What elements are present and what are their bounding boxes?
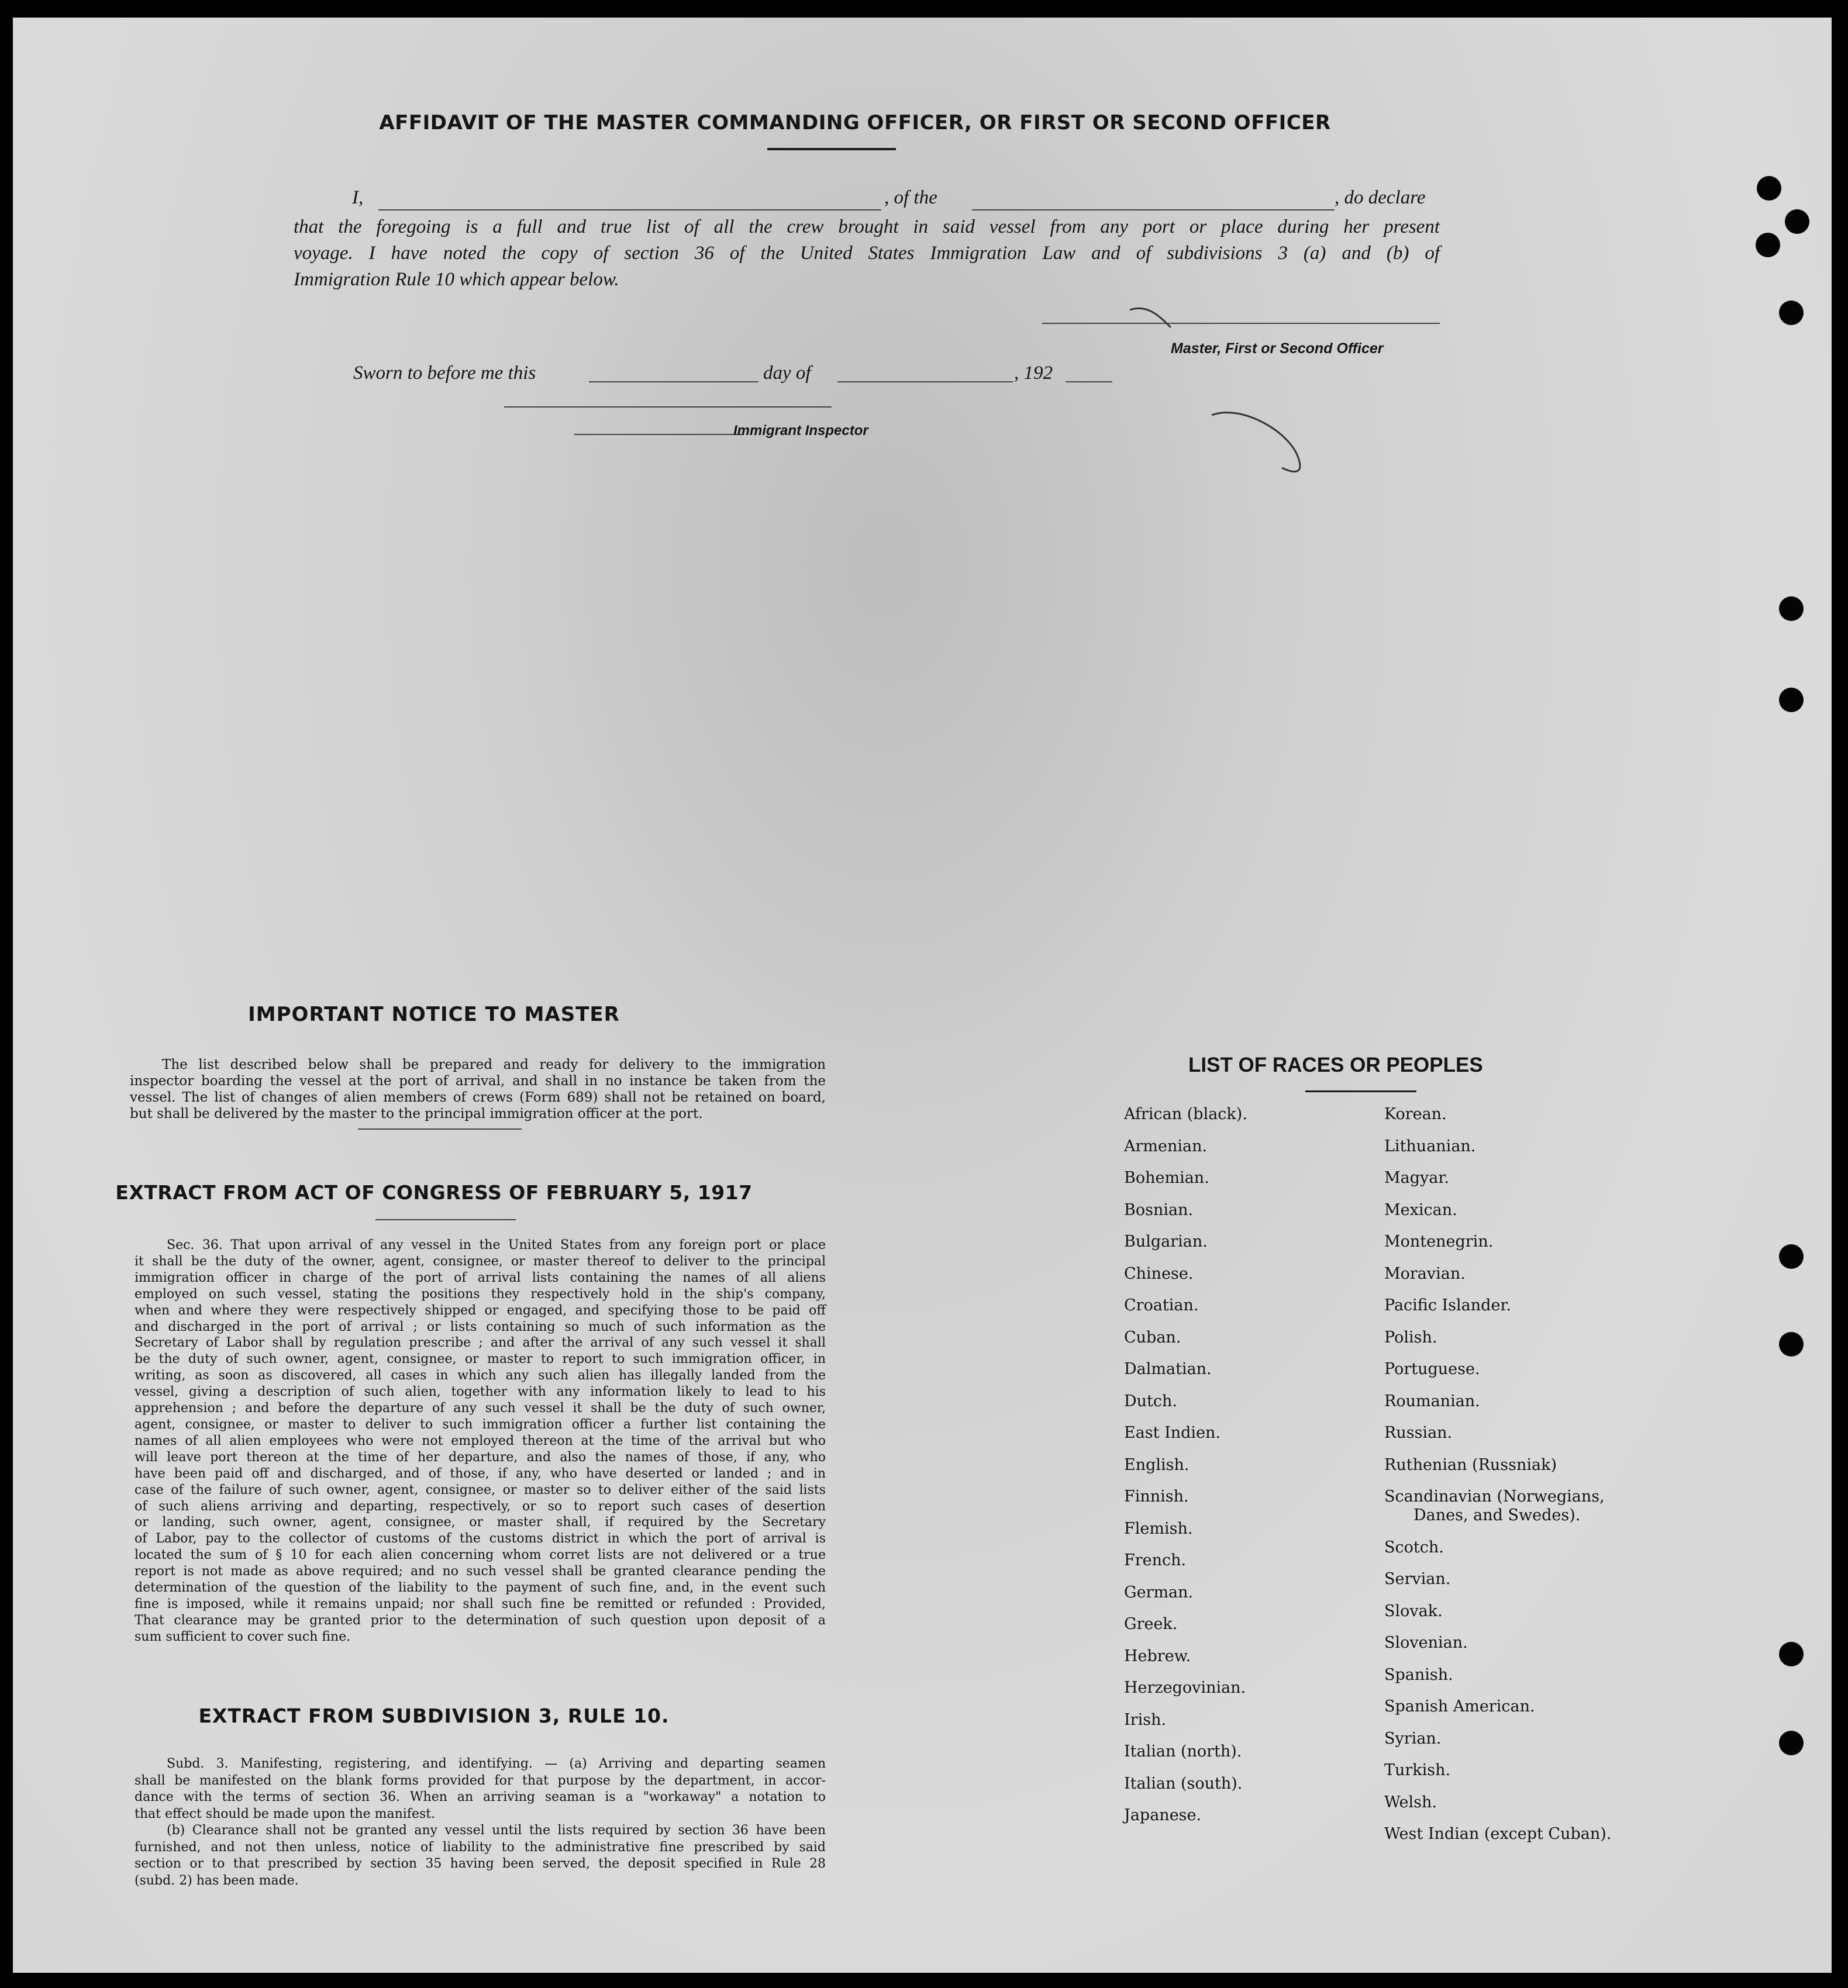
paragraph-line: employed on such vessel, stating the positions they respectively hold in the ship's company, — [135, 1286, 826, 1302]
race-item: Lithuanian. — [1384, 1137, 1476, 1155]
rule-title: EXTRACT FROM SUBDIVISION 3, RULE 10. — [198, 1704, 670, 1727]
race-item: Mexican. — [1384, 1200, 1457, 1219]
notice-line: but shall be delivered by the master to the principal immigration officer at the port. — [130, 1106, 703, 1121]
race-item: Bulgarian. — [1124, 1233, 1208, 1251]
race-item: Armenian. — [1124, 1137, 1208, 1155]
paragraph-line: Secretary of Labor shall by regulation prescribe ; and after the arrival of any such vessel it shall — [135, 1335, 826, 1351]
inspector-signature-line[interactable] — [504, 406, 832, 408]
race-item: Spanish. — [1384, 1665, 1453, 1684]
race-item: Portuguese. — [1384, 1360, 1480, 1378]
race-item: Polish. — [1384, 1328, 1437, 1347]
paragraph-line: shall be manifested on the blank forms provided for that purpose by the department, in accor- — [135, 1773, 826, 1788]
race-item: Russian. — [1384, 1424, 1453, 1442]
race-item: French. — [1124, 1551, 1187, 1569]
affidavit-i: I, — [352, 187, 364, 208]
affidavit-body-line: voyage. I have noted the copy of section 36 of the United States Immigration Law and of subdivisions 3 (a) and (b) of — [294, 243, 1440, 264]
race-item: Magyar. — [1384, 1169, 1449, 1187]
race-item: African (black). — [1124, 1105, 1247, 1123]
affidavit-do-declare: , do declare — [1335, 187, 1426, 208]
race-item: Servian. — [1384, 1570, 1451, 1588]
affidavit-title: AFFIDAVIT OF THE MASTER COMMANDING OFFICER, OR FIRST OR SECOND OFFICER — [379, 111, 1331, 134]
race-item: Bosnian. — [1124, 1200, 1194, 1219]
race-item: Korean. — [1384, 1105, 1447, 1123]
paragraph-line: Subd. 3. Manifesting, registering, and identifying. — (a) Arriving and departing seamen — [167, 1756, 826, 1771]
paragraph-line: when and where they were respectively shipped or engaged, and specifying those to be paid off — [135, 1303, 826, 1318]
paragraph-line: (subd. 2) has been made. — [135, 1873, 299, 1888]
race-item: Chinese. — [1124, 1264, 1194, 1283]
race-item: Greek. — [1124, 1615, 1178, 1633]
race-item: Montenegrin. — [1384, 1233, 1494, 1251]
races-underline — [1305, 1090, 1416, 1092]
paragraph-line: and discharged in the port of arrival ; or lists containing so much of such information as the — [135, 1319, 826, 1334]
paragraph-line: determination of the question of the liability to the payment of such fine, and, in the event such — [135, 1580, 826, 1596]
punch-hole — [1785, 209, 1809, 234]
paragraph-line: Sec. 36. That upon arrival of any vessel in the United States from any foreign port or place — [167, 1238, 826, 1252]
paragraph-line: fine is imposed, while it remains unpaid; nor shall such fine be remitted or refunded : Provided, — [135, 1596, 826, 1611]
signature-scribble — [1124, 298, 1311, 497]
act-title: EXTRACT FROM ACT OF CONGRESS OF FEBRUARY 5, 1917 — [115, 1181, 753, 1204]
sworn-year-blank[interactable] — [1066, 381, 1112, 382]
race-item: German. — [1124, 1583, 1194, 1602]
sworn-year: , 192 — [1014, 363, 1053, 384]
signature-label: Master, First or Second Officer — [1171, 340, 1384, 357]
race-item: Japanese. — [1124, 1806, 1202, 1824]
paragraph-line: immigration officer in charge of the port of arrival lists containing the names of all aliens — [135, 1270, 826, 1285]
sworn-line — [13, 363, 1767, 392]
paragraph-line: it shall be the duty of the owner, agent, consignee, or master thereof to deliver to the principal — [135, 1254, 826, 1269]
race-item: Finnish. — [1124, 1487, 1189, 1506]
rule-body — [135, 1756, 826, 1889]
paragraph-line: case of the failure of such owner, agent, consignee, or master so to deliver either of the said lists — [135, 1482, 826, 1497]
race-item: Bohemian. — [1124, 1169, 1209, 1187]
notice-line: The list described below shall be prepared and ready for delivery to the immigration — [162, 1057, 826, 1072]
race-item: Irish. — [1124, 1710, 1167, 1729]
notice-line: inspector boarding the vessel at the port of arrival, and shall in no instance be taken from the — [130, 1074, 826, 1089]
inspector-short-line — [574, 434, 744, 435]
affidavit-declarant-line — [13, 187, 1767, 216]
sworn-day-blank[interactable] — [589, 381, 758, 382]
race-item: Italian (south). — [1124, 1774, 1243, 1793]
notice-divider — [358, 1128, 522, 1130]
paragraph-line: apprehension ; and before the departure of any such vessel it shall be the duty of such owner, — [135, 1401, 826, 1416]
race-item: Syrian. — [1384, 1729, 1442, 1748]
paragraph-line: vessel, giving a description of such alien, together with any information likely to lead to his — [135, 1385, 826, 1400]
title-underline — [767, 148, 896, 150]
declarant-name-blank[interactable] — [378, 209, 881, 210]
race-item: East Indien. — [1124, 1424, 1221, 1442]
paragraph-line: will leave port thereon at the time of her departure, and also the names of those, if any, who — [135, 1449, 826, 1465]
paragraph-line: report is not made as above required; and no such vessel shall be granted clearance pending the — [135, 1564, 826, 1579]
race-item: Herzegovinian. — [1124, 1679, 1246, 1697]
punch-hole — [1779, 1642, 1804, 1666]
paragraph-line: be the duty of such owner, agent, consignee, or master to report to such immigration officer, in — [135, 1352, 826, 1367]
race-item: Moravian. — [1384, 1264, 1466, 1283]
race-item: Cuban. — [1124, 1328, 1181, 1347]
race-item: Slovenian. — [1384, 1634, 1468, 1652]
race-item: Dutch. — [1124, 1392, 1177, 1410]
affidavit-body-line: Immigration Rule 10 which appear below. — [294, 269, 619, 290]
notice-line: vessel. The list of changes of alien members of crews (Form 689) shall not be retained on board, — [130, 1090, 826, 1105]
affidavit-body-line: that the foregoing is a full and true list of all the crew brought in said vessel from any port or place during her present — [294, 216, 1440, 237]
race-item: Dalmatian. — [1124, 1360, 1212, 1378]
sworn-text: Sworn to before me this — [353, 363, 536, 384]
race-item: Welsh. — [1384, 1793, 1437, 1811]
race-item: English. — [1124, 1455, 1190, 1474]
punch-hole — [1756, 233, 1780, 257]
race-item: Scotch. — [1384, 1538, 1444, 1556]
paragraph-line: That clearance may be granted prior to the determination of such question upon deposit of a — [135, 1613, 826, 1628]
paragraph-line: of Labor, pay to the collector of customs of the customs district in which the port of arrival is — [135, 1531, 826, 1547]
paragraph-line: writing, as soon as discovered, all cases in which any such alien has illegally landed from the — [135, 1368, 826, 1383]
sworn-day-of: day of — [763, 363, 811, 384]
race-item: Flemish. — [1124, 1519, 1193, 1538]
paragraph-line: (b) Clearance shall not be granted any vessel until the lists required by section 36 have been — [167, 1823, 826, 1838]
races-title: LIST OF RACES OR PEOPLES — [1188, 1054, 1483, 1076]
race-item: Pacific Islander. — [1384, 1296, 1511, 1314]
paragraph-line: of such aliens arriving and departing, respectively, or so to report such cases of desertion — [135, 1499, 826, 1514]
notice-body — [130, 1057, 826, 1122]
paragraph-line: names of all alien employees who were not employed thereon at the time of the arrival but who — [135, 1433, 826, 1448]
act-body — [135, 1237, 826, 1645]
paragraph-line: agent, consignee, or master to deliver to such immigration officer a further list containing the — [135, 1417, 826, 1432]
punch-hole — [1779, 301, 1804, 325]
race-item: Turkish. — [1384, 1761, 1451, 1779]
race-item: Scandinavian (Norwegians, — [1384, 1487, 1605, 1506]
punch-hole — [1779, 1332, 1804, 1357]
race-item: Ruthenian (Russniak) — [1384, 1455, 1557, 1474]
paragraph-line: furnished, and not then unless, notice of liability to the administrative fine prescribed by said — [135, 1839, 826, 1855]
race-item: Italian (north). — [1124, 1742, 1242, 1761]
punch-hole — [1779, 1244, 1804, 1269]
punch-hole — [1779, 1731, 1804, 1755]
paragraph-line: section or to that prescribed by section 35 having been served, the deposit specified in Rule 28 — [135, 1856, 826, 1871]
affidavit-body — [294, 214, 1440, 293]
act-divider — [375, 1219, 516, 1220]
paragraph-line: that effect should be made upon the manifest. — [135, 1806, 436, 1821]
race-item: Croatian. — [1124, 1296, 1199, 1314]
notice-title: IMPORTANT NOTICE TO MASTER — [248, 1003, 620, 1026]
paragraph-line: sum sufficient to cover such fine. — [135, 1629, 351, 1644]
paragraph-line: or landing, such owner, agent, consignee, or master shall, if required by the Secretary — [135, 1515, 826, 1530]
race-item: Hebrew. — [1124, 1647, 1191, 1665]
punch-hole — [1779, 596, 1804, 621]
race-item: Danes, and Swedes). — [1413, 1506, 1581, 1524]
race-item: Slovak. — [1384, 1602, 1443, 1620]
vessel-name-blank[interactable] — [972, 209, 1335, 210]
document-page — [13, 18, 1832, 1973]
affidavit-of-the: , of the — [884, 187, 937, 208]
paragraph-line: located the sum of § 10 for each alien concerning whom corret lists are not delivered or a true — [135, 1548, 826, 1563]
race-item: Spanish American. — [1384, 1697, 1535, 1716]
sworn-month-blank[interactable] — [837, 381, 1013, 382]
race-item: West Indian (except Cuban). — [1384, 1825, 1612, 1843]
paragraph-line: have been paid off and discharged, and of those, if any, who have deserted or landed ; and in — [135, 1466, 826, 1481]
race-item: Roumanian. — [1384, 1392, 1480, 1410]
punch-hole — [1779, 688, 1804, 712]
inspector-label: Immigrant Inspector — [733, 423, 868, 439]
paragraph-line: dance with the terms of section 36. When an arriving seaman is a "workaway" a notation to — [135, 1790, 826, 1804]
